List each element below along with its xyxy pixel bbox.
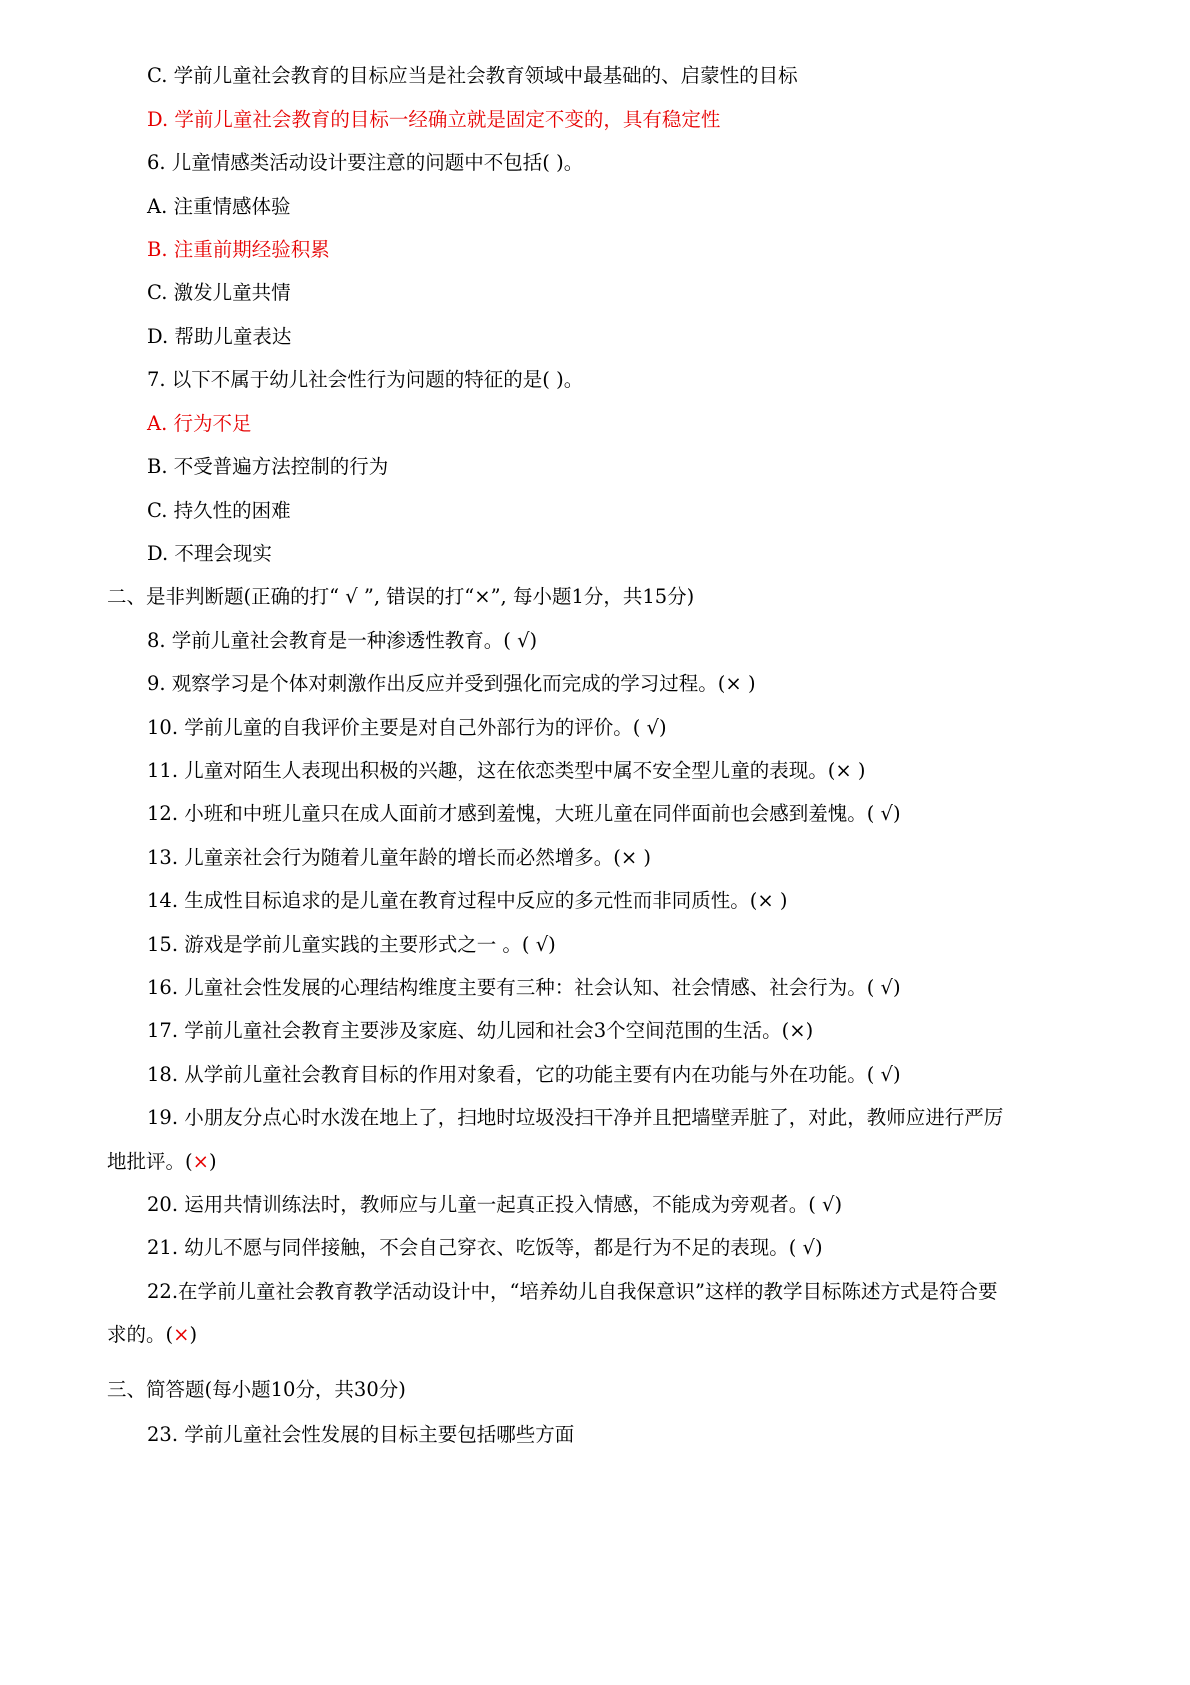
question-8: 8. 学前儿童社会教育是一种渗透性教育。( √) <box>147 629 538 652</box>
question-20: 20. 运用共情训练法时，教师应与儿童一起真正投入情感，不能成为旁观者。( √) <box>147 1193 843 1216</box>
option-7b: B. 不受普遍方法控制的行为 <box>147 455 389 478</box>
question-13: 13. 儿童亲社会行为随着儿童年龄的增长而必然增多。(× ) <box>147 846 651 869</box>
question-22-tail-text: 求的。( <box>107 1323 174 1346</box>
question-9: 9. 观察学习是个体对刺激作出反应并受到强化而完成的学习过程。(× ) <box>147 672 756 695</box>
question-22: 22.在学前儿童社会教育教学活动设计中，“培养幼儿自我保意识”这样的教学目标陈述方式是符合要 <box>147 1280 998 1303</box>
question-15: 15. 游戏是学前儿童实践的主要形式之一 。( √) <box>147 933 556 956</box>
question-18: 18. 从学前儿童社会教育目标的作用对象看，它的功能主要有内在功能与外在功能。( √) <box>147 1063 901 1086</box>
section-2-heading: 二、是非判断题(正确的打“ √ ”, 错误的打“×”, 每小题1分，共15分) <box>107 585 695 608</box>
question-16: 16. 儿童社会性发展的心理结构维度主要有三种：社会认知、社会情感、社会行为。( √) <box>147 976 901 999</box>
option-6b-answer: B. 注重前期经验积累 <box>147 238 330 261</box>
option-6d: D. 帮助儿童表达 <box>147 325 292 348</box>
option-7d: D. 不理会现实 <box>147 542 272 565</box>
option-7a-answer: A. 行为不足 <box>147 412 252 435</box>
question-17: 17. 学前儿童社会教育主要涉及家庭、幼儿园和社会3个空间范围的生活。(×) <box>147 1019 814 1042</box>
option-5d-answer: D. 学前儿童社会教育的目标一经确立就是固定不变的，具有稳定性 <box>147 108 721 131</box>
question-19-tail-text: 地批评。( <box>107 1150 193 1173</box>
question-7: 7. 以下不属于幼儿社会性行为问题的特征的是( )。 <box>147 368 584 391</box>
answer-mark-19: × <box>192 1150 209 1173</box>
option-6c: C. 激发儿童共情 <box>147 281 291 304</box>
question-12: 12. 小班和中班儿童只在成人面前才感到羞愧，大班儿童在同伴面前也会感到羞愧。( √) <box>147 802 901 825</box>
option-5c: C. 学前儿童社会教育的目标应当是社会教育领域中最基础的、启蒙性的目标 <box>147 64 798 87</box>
question-6: 6. 儿童情感类活动设计要注意的问题中不包括( )。 <box>147 151 584 174</box>
question-19-close-paren: ) <box>208 1150 217 1173</box>
section-3-heading: 三、简答题(每小题10分，共30分) <box>107 1378 406 1401</box>
option-6a: A. 注重情感体验 <box>147 195 291 218</box>
question-23: 23. 学前儿童社会性发展的目标主要包括哪些方面 <box>147 1423 575 1446</box>
question-14: 14. 生成性目标追求的是儿童在教育过程中反应的多元性而非同质性。(× ) <box>147 889 788 912</box>
question-21: 21. 幼儿不愿与同伴接触，不会自己穿衣、吃饭等，都是行为不足的表现。( √) <box>147 1236 823 1259</box>
question-22-close-paren: ) <box>189 1323 198 1346</box>
question-11: 11. 儿童对陌生人表现出积极的兴趣，这在依恋类型中属不安全型儿童的表现。(× ) <box>147 759 866 782</box>
question-22-continued <box>107 1321 197 1349</box>
question-10: 10. 学前儿童的自我评价主要是对自己外部行为的评价。( √) <box>147 716 667 739</box>
option-7c: C. 持久性的困难 <box>147 499 291 522</box>
answer-mark-22: × <box>173 1323 190 1346</box>
question-19: 19. 小朋友分点心时水泼在地上了，扫地时垃圾没扫干净并且把墙壁弄脏了，对此，教师应进行严厉 <box>147 1106 1004 1129</box>
question-19-continued <box>107 1148 217 1176</box>
